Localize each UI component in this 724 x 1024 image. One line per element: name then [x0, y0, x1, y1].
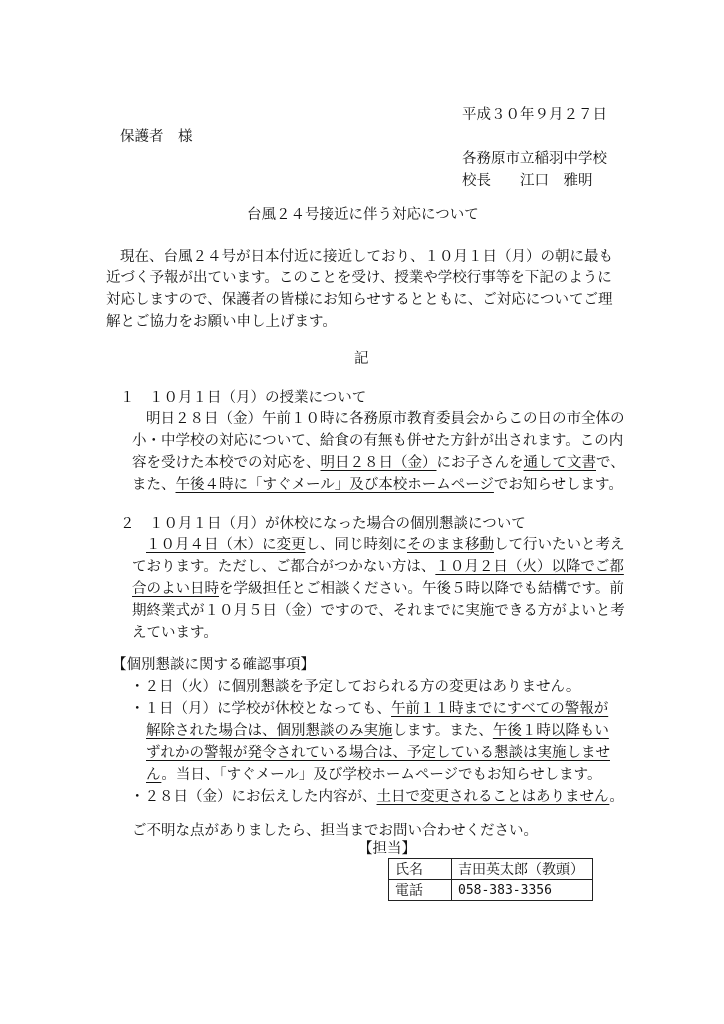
- recipient: 保護者 様: [120, 129, 193, 145]
- school-name: 各務原市立稲羽中学校: [462, 151, 607, 167]
- intro-line-4: 解とご協力をお願い申し上げます。: [106, 314, 337, 330]
- contact-phone-value: 058-383-3356: [452, 880, 593, 901]
- text-run: して行いたいと考え: [494, 537, 625, 553]
- text-run: ております。ただし、ご都合がつかない方は、: [132, 559, 436, 575]
- underlined-text: 通して文書: [523, 455, 596, 471]
- section1-line-4: [132, 472, 623, 498]
- document-title: 台風２４号接近に伴う対応について: [247, 207, 479, 223]
- text-run: また、: [132, 477, 176, 493]
- text-run: 。当日、「すぐメール」及び学校ホームページでもお知らせします。: [161, 767, 602, 783]
- text-run: ・１日（月）に学校が休校となっても、: [130, 701, 391, 717]
- contact-phone-label: 電話: [389, 880, 452, 901]
- section1-line-2: 小・中学校の対応について、給食の有無も併せた方針が出されます。この内: [132, 433, 624, 449]
- underlined-text: そのまま移動: [407, 537, 494, 553]
- section2-line-4: 期終業式が１０月５日（金）ですので、それまでに実施できる方がよいと考: [132, 603, 625, 619]
- text-run: 。: [609, 789, 624, 805]
- text-run: ・２８日（金）にお伝えした内容が、: [130, 789, 377, 805]
- underlined-text: １０月２日（火）以降でご都: [435, 559, 624, 575]
- text-run: 容を受けた本校での対応を、: [132, 455, 321, 471]
- text-run: し、同じ時刻に: [305, 537, 407, 553]
- contact-row-name: [389, 859, 593, 880]
- underlined-text: 午後１時以降もい: [492, 723, 609, 739]
- principal-name: 校長 江口 雅明: [462, 173, 593, 189]
- contact-heading: 【担当】: [358, 841, 416, 857]
- text-run: で、: [596, 455, 625, 471]
- contact-name-value: 吉田英太郎（教頭）: [452, 859, 593, 880]
- section2-line-5: えています。: [132, 625, 218, 641]
- contact-table: [388, 858, 593, 901]
- text-run: でお知らせします。: [493, 477, 623, 493]
- underlined-text: ずれかの警報が発令されている場合は、予定している懇談は実施しませ: [146, 745, 610, 761]
- closing-text: ご不明な点がありましたら、担当までお問い合わせください。: [132, 823, 538, 839]
- intro-line-3: 対応しますので、保護者の皆様にお知らせするとともに、ご対応についてご理: [106, 292, 613, 308]
- underlined-text: 合のよい日時: [132, 581, 219, 597]
- text-run: を学級担任とご相談ください。午後５時以降でも結構です。前: [219, 581, 624, 597]
- letter-date: 平成３０年９月２７日: [462, 107, 607, 123]
- underlined-text: 午前１１時までにすべての警報が: [391, 701, 609, 717]
- contact-name-label: 氏名: [389, 859, 452, 880]
- text-run: にお子さんを: [436, 455, 524, 471]
- intro-line-2: 近づく予報が出ています。このことを受け、授業や学校行事等を下記のように: [106, 270, 612, 286]
- underlined-text: 土日で変更されることはありません: [376, 789, 610, 805]
- underlined-text: ん: [146, 767, 162, 783]
- section2-heading: ２ １０月１日（月）が休校になった場合の個別懇談について: [120, 516, 526, 532]
- contact-row-phone: [389, 880, 593, 901]
- confirm-bullet-3: [130, 784, 624, 810]
- underlined-text: 午後４時に「すぐメール」及び本校ホームページ: [175, 477, 494, 493]
- ki-marker: 記: [354, 351, 369, 367]
- text-run: します。また、: [392, 723, 493, 739]
- underlined-text: 明日２８日（金）: [320, 455, 437, 471]
- section1-line-1: 明日２８日（金）午前１０時に各務原市教育委員会からこの日の市全体の: [146, 411, 625, 427]
- underlined-text: １０月４日（木）に変更: [146, 537, 306, 553]
- confirm-bullet-1: ・２日（火）に個別懇談を予定しておられる方の変更はありません。: [130, 679, 581, 695]
- section1-heading: １ １０月１日（月）の授業について: [120, 390, 367, 406]
- intro-line-1: 現在、台風２４号が日本付近に接近しており、１０月１日（月）の朝に最も: [120, 249, 613, 265]
- confirm-heading: 【個別懇談に関する確認事項】: [112, 657, 315, 673]
- underlined-text: 解除された場合は、個別懇談のみ実施: [146, 723, 393, 739]
